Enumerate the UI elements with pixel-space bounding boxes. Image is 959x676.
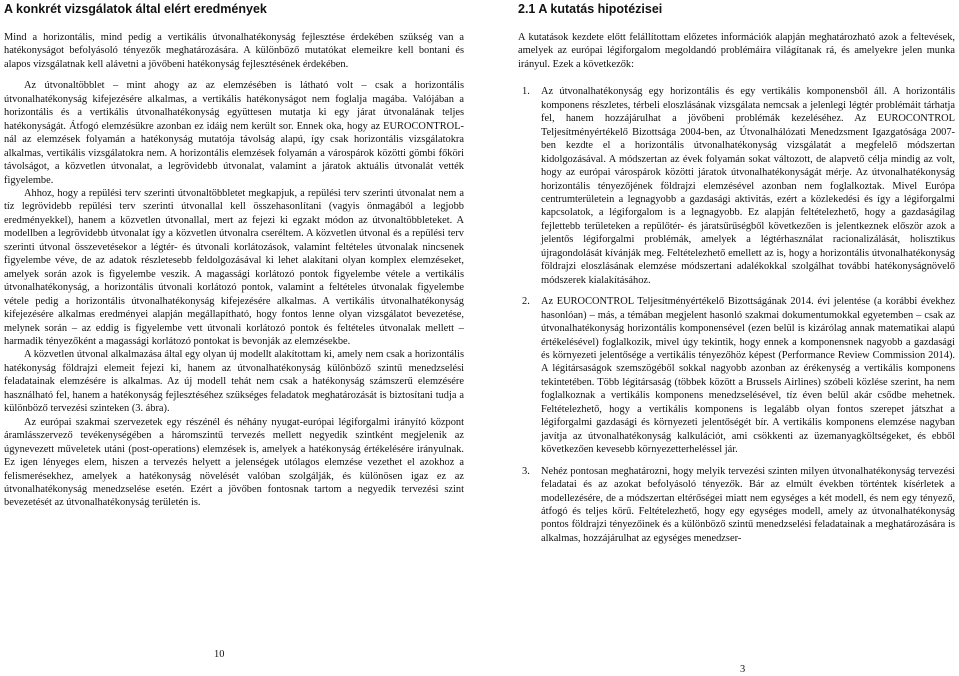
- list-item-text: Az útvonalhatékonyság egy horizontális és egy vertikális komponensből áll. A horizontális komponens részletes, térbeli eloszlásának vizsgálata nemcsak a jelenlegi légtér problémáit tárhatja fel, hanem hozzájárulhat a jövőbeni problémák kezeléséhez. Az EUROCONTROL Teljesítményértékelő Bizottsága 2004-ben, az Útvonalhálózati Menedzsment Igazgatósága 2007-ben kezdte el a horizontális útvonalhatékonyság vizsgálatát a megfelelő módszertan kidolgozásával. A módszertan az évek folyamán sokat változott, de alapvető célja mindig az volt, hogy az európai várospárok közötti járatok útvonalhatékonyságát mérje. Az útvonalhatékonyság horizontális tényezőjének földrajzi elemzésével azonban nem foglalkoztak. Mivel Európa centrumterületein a legnagyobb a gazdasági aktivitás, ezért a közlekedési és így a légiforgalmi kapcsolatok, a légiforgalom is a legnagyobb. Ez alapján feltételezhető, hogy a gazdaságilag fejlettebb területeken a repülőtér- és járatsűrűségből következően is jelentkeznek először azok a jelentős légiforgalmi problémák, amelyek a légtérhasználat racionalizálását, holisztikus újragondolását kívánják meg. Feltételezhető emellett az is, hogy a horizontális útvonalhatékonyság földrajzi eloszlásának elemzése módszertani adalékokkal szolgálhat további hatékonyságnövelő módszerek kialakításához.: [541, 86, 955, 286]
- left-paragraph-5: Az európai szakmai szervezetek egy részénél és néhány nyugat-európai légiforgalmi irányító központ áramlásszervező tevékenységében a háromszintű tervezés mellett negyedik szintként megjelenik az úgynevezett műveletek utáni (post-operations) elemzések is, amelyek a hatékonyság értékelésére irányulnak. Ez igen lényeges elem, hiszen a tervezés helyett a jelenségek utólagos elemzése vezethet el azokhoz a felismerésekhez, amelyek a hatékonyság növelését valóban szolgálják, és különösen igaz ez az útvonalhatékonyság menedzselése esetén. Ezért a jövőben fontosnak tartom a negyedik tervezési szint bevezetését az útvonalhatékonyság területén is.: [4, 416, 464, 509]
- list-item: [518, 295, 955, 456]
- right-intro: A kutatások kezdete előtt felállítottam előzetes információk alapján meghatározható azok a feltevések, amelyek az európai légiforgalom megoldandó problémáira világítanak rá, és amelyekre jelen munka irányul. Ezek a következők:: [518, 32, 955, 70]
- list-item-number: 3.: [522, 465, 530, 477]
- list-item-text: Nehéz pontosan meghatározni, hogy melyik tervezési szinten milyen útvonalhatékonyság tervezési feladatai és az azokat befolyásoló tényezők. Bár az elmúlt években történtek kísérletek a modellezésére, de a módszertan eltérőségei miatt nem egységes a két modell, és nem egy tényező, átfogó és teljes körű. Feltételezhető, hogy egy egységes modell, amely az útvonalhatékonyság pontos földrajzi tényezőinek és a különböző szintű menedzselési feladatainak a meghatározására is alkalmas, hozzájárulhat az egységes menedzser-: [541, 465, 955, 544]
- left-paragraph-3: Ahhoz, hogy a repülési terv szerinti útvonaltöbbletet megkapjuk, a repülési terv szerinti útvonalat nem a tíz legrövidebb repülési terv szerinti útvonallal kell összehasonlítani (vagyis önmagából a legjobb eredményekkel), hanem a közvetlen útvonallal, mert az fejezi ki egzakt módon az útvonaltöbbleteket. A modellben a legrövidebb útvonalat így a közvetlen útvonalra cseréltem. A közvetlen útvonal és a repülési terv szerinti útvonal összevetésekor a légtér- és útvonali korlátozások, valamint feltételes útvonalak nincsenek figyelembe véve, de az adatok részletesebb feldolgozásával ki lehet alakítani olyan komplex elemzéseket, amelyek során azok is figyelembe veszik. A magassági korlátozó pontok figyelembe vétele a vertikális útvonalhatékonyság, a horizontális útvonali korlátozó pontok, valamint a feltételes útvonalak figyelembe vétele pedig a horizontális útvonalhatékonyság kifejezésére alkalmas. A vertikális útvonalhatékonyság kifejezésére alkalmas eredményei alapján megállapítható, hogy fontos lenne olyan vizsgálatot bevezetése, melynek során – az eddig is figyelembe vett útvonali korlátozó pontok és feltételes útvonalak mellett – harmadik tényezőként a magassági korlátozó pontokat is bevonják az elemzésekbe.: [4, 187, 464, 347]
- left-page-number: 10: [214, 649, 225, 660]
- list-item-number: 1.: [522, 86, 530, 98]
- list-item: [518, 465, 955, 546]
- left-paragraph-2: Az útvonaltöbblet – mint ahogy az az elemzésében is látható volt – csak a horizontális útvonalhatékonyság kifejezésére alkalmas, a vertikális hatékonyságot nem foglalja magába. Valójában a horizontális és a vertikális útvonalhatékonyság együttesen mutatja ki egy járat útvonalának teljes hatékonyságát. Átfogó elemzésükre azonban ez idáig nem került sor. Ennek oka, hogy az EUROCONTROL-nál az elemzések folyamán a hatékonyság mutatója távolság alapú, így csak horizontális vizsgálatokra alkalmas, vertikális vizsgálatokra nem. A horizontális elemzések folyamán a várospárok közötti gömbi főköri távolságot, a közvetlen útvonalat, a legrövidebb útvonalat, valamint a járatok aktuális útvonalát vették figyelembe.: [4, 80, 464, 186]
- left-paragraph-4: A közvetlen útvonal alkalmazása által egy olyan új modellt alakítottam ki, amely nem csak a horizontális hatékonyság földrajzi elemeit fejezi ki, hanem az útvonalhatékonyság különböző szintű menedzselési feladatainak elemzésére is alkalmas. Az új modell tehát nem csak a hatékonyság számszerű elemzésére használható fel, hanem a hatékonyság fejlesztéséhez szükséges feladatok meghatározását is biztosítani tudja a különböző tervezési szinteken (3. ábra).: [4, 349, 464, 415]
- list-item-text: Az EUROCONTROL Teljesítményértékelő Bizottságának 2014. évi jelentése (a korábbi évekhez hasonlóan) – más, a témában megjelent hasonló szakmai dokumentumokkal egyetemben – csak az útvonalhatékonyság horizontális komponensével (ezen belül is kizárólag annak matematikai alapú értékelésével) foglalkozik, mivel úgy tekintik, hogy ennek a komponensnek nagyobb a gazdasági és környezeti jelentősége a vertikális tényezőhöz képest (Performance Review Commission 2014). A légitársaságok szemszögéből sokkal nagyobb azonban az érékenység a vertikális komponens tekintetében. Több légitársaság (többek között a Brussels Airlines) szóbeli közlése szerint, ha nem foglalkoznak a vertikális komponens menedzselésével, tíz éven belül akár csődbe mehetnek. Feltételezhető, hogy a vertikális komponens is legalább olyan fontos szerepet játszhat a légiforgalmi gazdasági és környezeti jelentőségét bír. A vertikális komponens elemzése nagyban javítja az útvonalhatékonyság kalkulációt, ami csökkenti az üzemanyagköltségeket, és ebből következően kevesebb környezetterheléssel jár.: [541, 296, 955, 456]
- left-heading: A konkrét vizsgálatok által elért eredmények: [4, 2, 267, 16]
- list-item-number: 2.: [522, 296, 530, 308]
- left-page: [0, 0, 470, 676]
- right-page-number: 3: [740, 664, 746, 675]
- left-paragraph-1: Mind a horizontális, mind pedig a vertikális útvonalhatékonyság fejlesztése érdekében szükség van a hatékonyságot befolyásoló tényezők meghatározására. A különböző mutatókat elemeikre kell bontani és alapos vizsgálatnak kell alávetni a jövőbeni hatékonyság fejlesztésének érdekében.: [4, 32, 464, 70]
- list-item: [518, 85, 955, 287]
- right-heading: 2.1 A kutatás hipotézisei: [518, 2, 663, 16]
- hypothesis-list: [518, 85, 955, 545]
- right-page: [514, 0, 959, 676]
